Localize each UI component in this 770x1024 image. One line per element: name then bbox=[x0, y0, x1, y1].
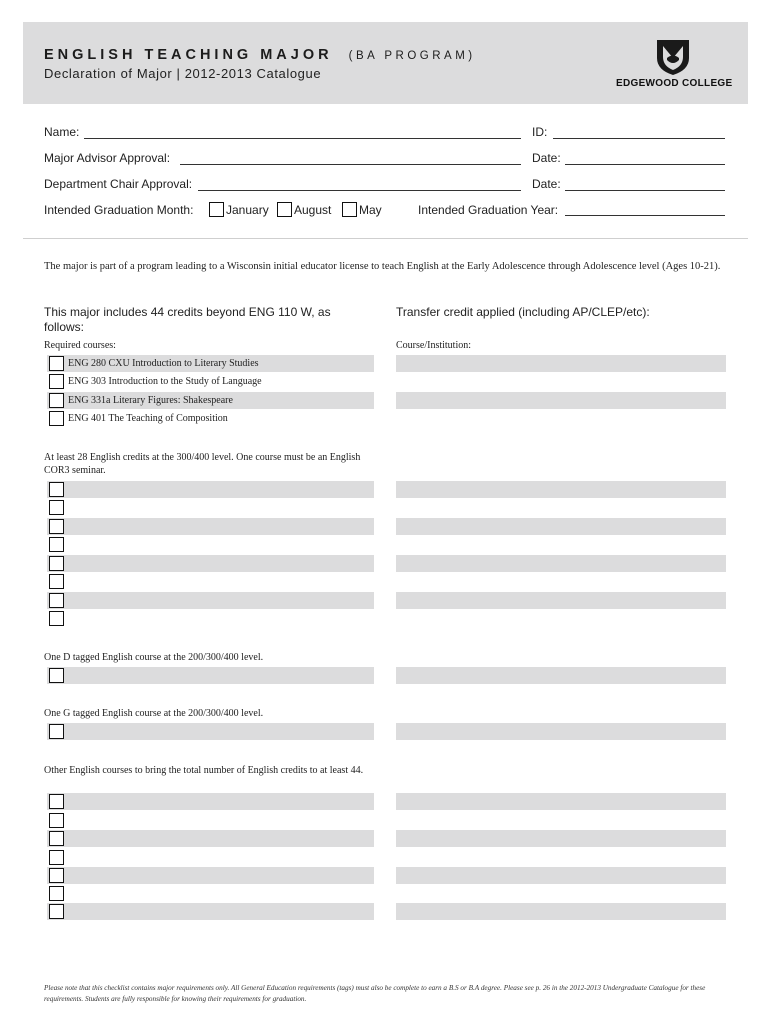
course-row-bar[interactable] bbox=[47, 793, 374, 810]
course-row-bar[interactable] bbox=[47, 903, 374, 920]
course-checkbox[interactable] bbox=[49, 500, 64, 515]
header-band bbox=[23, 22, 748, 104]
transfer-row-bar[interactable] bbox=[396, 592, 726, 609]
course-checkbox[interactable] bbox=[49, 593, 64, 608]
course-row-bar[interactable] bbox=[47, 518, 374, 535]
date-label-chair: Date: bbox=[532, 177, 561, 191]
course-row-bar[interactable] bbox=[47, 555, 374, 572]
required-course: ENG 303 Introduction to the Study of Language bbox=[68, 376, 262, 387]
course-institution-label: Course/Institution: bbox=[396, 340, 471, 351]
date-label-advisor: Date: bbox=[532, 151, 561, 165]
transfer-heading: Transfer credit applied (including AP/CLEP/etc): bbox=[396, 305, 650, 319]
required-course: ENG 331a Literary Figures: Shakespeare bbox=[68, 395, 233, 406]
id-field[interactable] bbox=[553, 138, 725, 139]
transfer-row-bar[interactable] bbox=[396, 830, 726, 847]
course-row-bar[interactable] bbox=[47, 592, 374, 609]
transfer-row-bar[interactable] bbox=[396, 355, 726, 372]
course-checkbox[interactable] bbox=[49, 813, 64, 828]
course-checkbox[interactable] bbox=[49, 886, 64, 901]
program-intro: The major is part of a program leading to a Wisconsin initial educator license to teach English at the Early Adolescence through Adolescence level (Ages 10-21). bbox=[44, 261, 721, 272]
other-courses-text: Other English courses to bring the total number of English credits to at least 44. bbox=[44, 765, 364, 776]
name-field[interactable] bbox=[84, 138, 521, 139]
g-tagged-text: One G tagged English course at the 200/300/400 level. bbox=[44, 708, 264, 719]
advisor-approval-field[interactable] bbox=[180, 164, 521, 165]
page-title: ENGLISH TEACHING MAJOR (BA PROGRAM) bbox=[44, 47, 476, 63]
course-checkbox[interactable] bbox=[49, 374, 64, 389]
chair-date-field[interactable] bbox=[565, 190, 725, 191]
course-checkbox[interactable] bbox=[49, 556, 64, 571]
course-checkbox[interactable] bbox=[49, 831, 64, 846]
course-checkbox[interactable] bbox=[49, 411, 64, 426]
divider bbox=[23, 238, 748, 239]
shield-logo-icon bbox=[655, 38, 691, 76]
course-checkbox[interactable] bbox=[49, 850, 64, 865]
course-row-bar[interactable] bbox=[47, 867, 374, 884]
required-course: ENG 280 CXU Introduction to Literary Studies bbox=[68, 358, 259, 369]
may-checkbox[interactable] bbox=[342, 202, 357, 217]
course-row-bar[interactable] bbox=[47, 830, 374, 847]
transfer-row-bar[interactable] bbox=[396, 518, 726, 535]
grad-year-field[interactable] bbox=[565, 215, 725, 216]
advisor-label: Major Advisor Approval: bbox=[44, 151, 171, 165]
transfer-row-bar[interactable] bbox=[396, 667, 726, 684]
course-checkbox[interactable] bbox=[49, 537, 64, 552]
transfer-row-bar[interactable] bbox=[396, 392, 726, 409]
course-checkbox[interactable] bbox=[49, 519, 64, 534]
january-label: January bbox=[226, 203, 269, 217]
course-row-bar[interactable] bbox=[47, 667, 374, 684]
grad-month-label: Intended Graduation Month: bbox=[44, 203, 194, 217]
course-checkbox[interactable] bbox=[49, 904, 64, 919]
may-label: May bbox=[359, 203, 382, 217]
required-course: ENG 401 The Teaching of Composition bbox=[68, 413, 228, 424]
course-checkbox[interactable] bbox=[49, 794, 64, 809]
d-tagged-text: One D tagged English course at the 200/300/400 level. bbox=[44, 652, 264, 663]
january-checkbox[interactable] bbox=[209, 202, 224, 217]
course-checkbox[interactable] bbox=[49, 668, 64, 683]
course-checkbox[interactable] bbox=[49, 393, 64, 408]
transfer-row-bar[interactable] bbox=[396, 481, 726, 498]
name-label: Name: bbox=[44, 125, 80, 139]
course-checkbox[interactable] bbox=[49, 356, 64, 371]
footnote: Please note that this checklist contains major requirements only. All General Education requirements (tags) must also be complete to earn a B.S or B.A degree. Please see p. 26 in the 2012-2013 Undergraduate Catalogue for these requirements. Students are fully responsible for knowing their requirements for graduation. bbox=[44, 984, 706, 1003]
grad-year-label: Intended Graduation Year: bbox=[418, 203, 559, 217]
upper-level-text: At least 28 English credits at the 300/400 level. One course must be an English COR3 seminar. bbox=[44, 452, 361, 476]
course-checkbox[interactable] bbox=[49, 724, 64, 739]
required-label: Required courses: bbox=[44, 340, 116, 351]
credits-heading: This major includes 44 credits beyond ENG 110 W, as follows: bbox=[44, 305, 331, 334]
page-subtitle: Declaration of Major | 2012-2013 Catalogue bbox=[44, 66, 322, 81]
course-checkbox[interactable] bbox=[49, 482, 64, 497]
course-checkbox[interactable] bbox=[49, 611, 64, 626]
chair-label: Department Chair Approval: bbox=[44, 177, 193, 191]
transfer-row-bar[interactable] bbox=[396, 555, 726, 572]
august-label: August bbox=[294, 203, 332, 217]
course-checkbox[interactable] bbox=[49, 868, 64, 883]
august-checkbox[interactable] bbox=[277, 202, 292, 217]
transfer-row-bar[interactable] bbox=[396, 723, 726, 740]
transfer-row-bar[interactable] bbox=[396, 903, 726, 920]
transfer-row-bar[interactable] bbox=[396, 793, 726, 810]
course-row-bar[interactable] bbox=[47, 481, 374, 498]
college-logo-text: EDGEWOOD COLLEGE bbox=[616, 78, 733, 89]
id-label: ID: bbox=[532, 125, 548, 139]
chair-approval-field[interactable] bbox=[198, 190, 521, 191]
transfer-row-bar[interactable] bbox=[396, 867, 726, 884]
course-row-bar[interactable] bbox=[47, 723, 374, 740]
course-checkbox[interactable] bbox=[49, 574, 64, 589]
advisor-date-field[interactable] bbox=[565, 164, 725, 165]
